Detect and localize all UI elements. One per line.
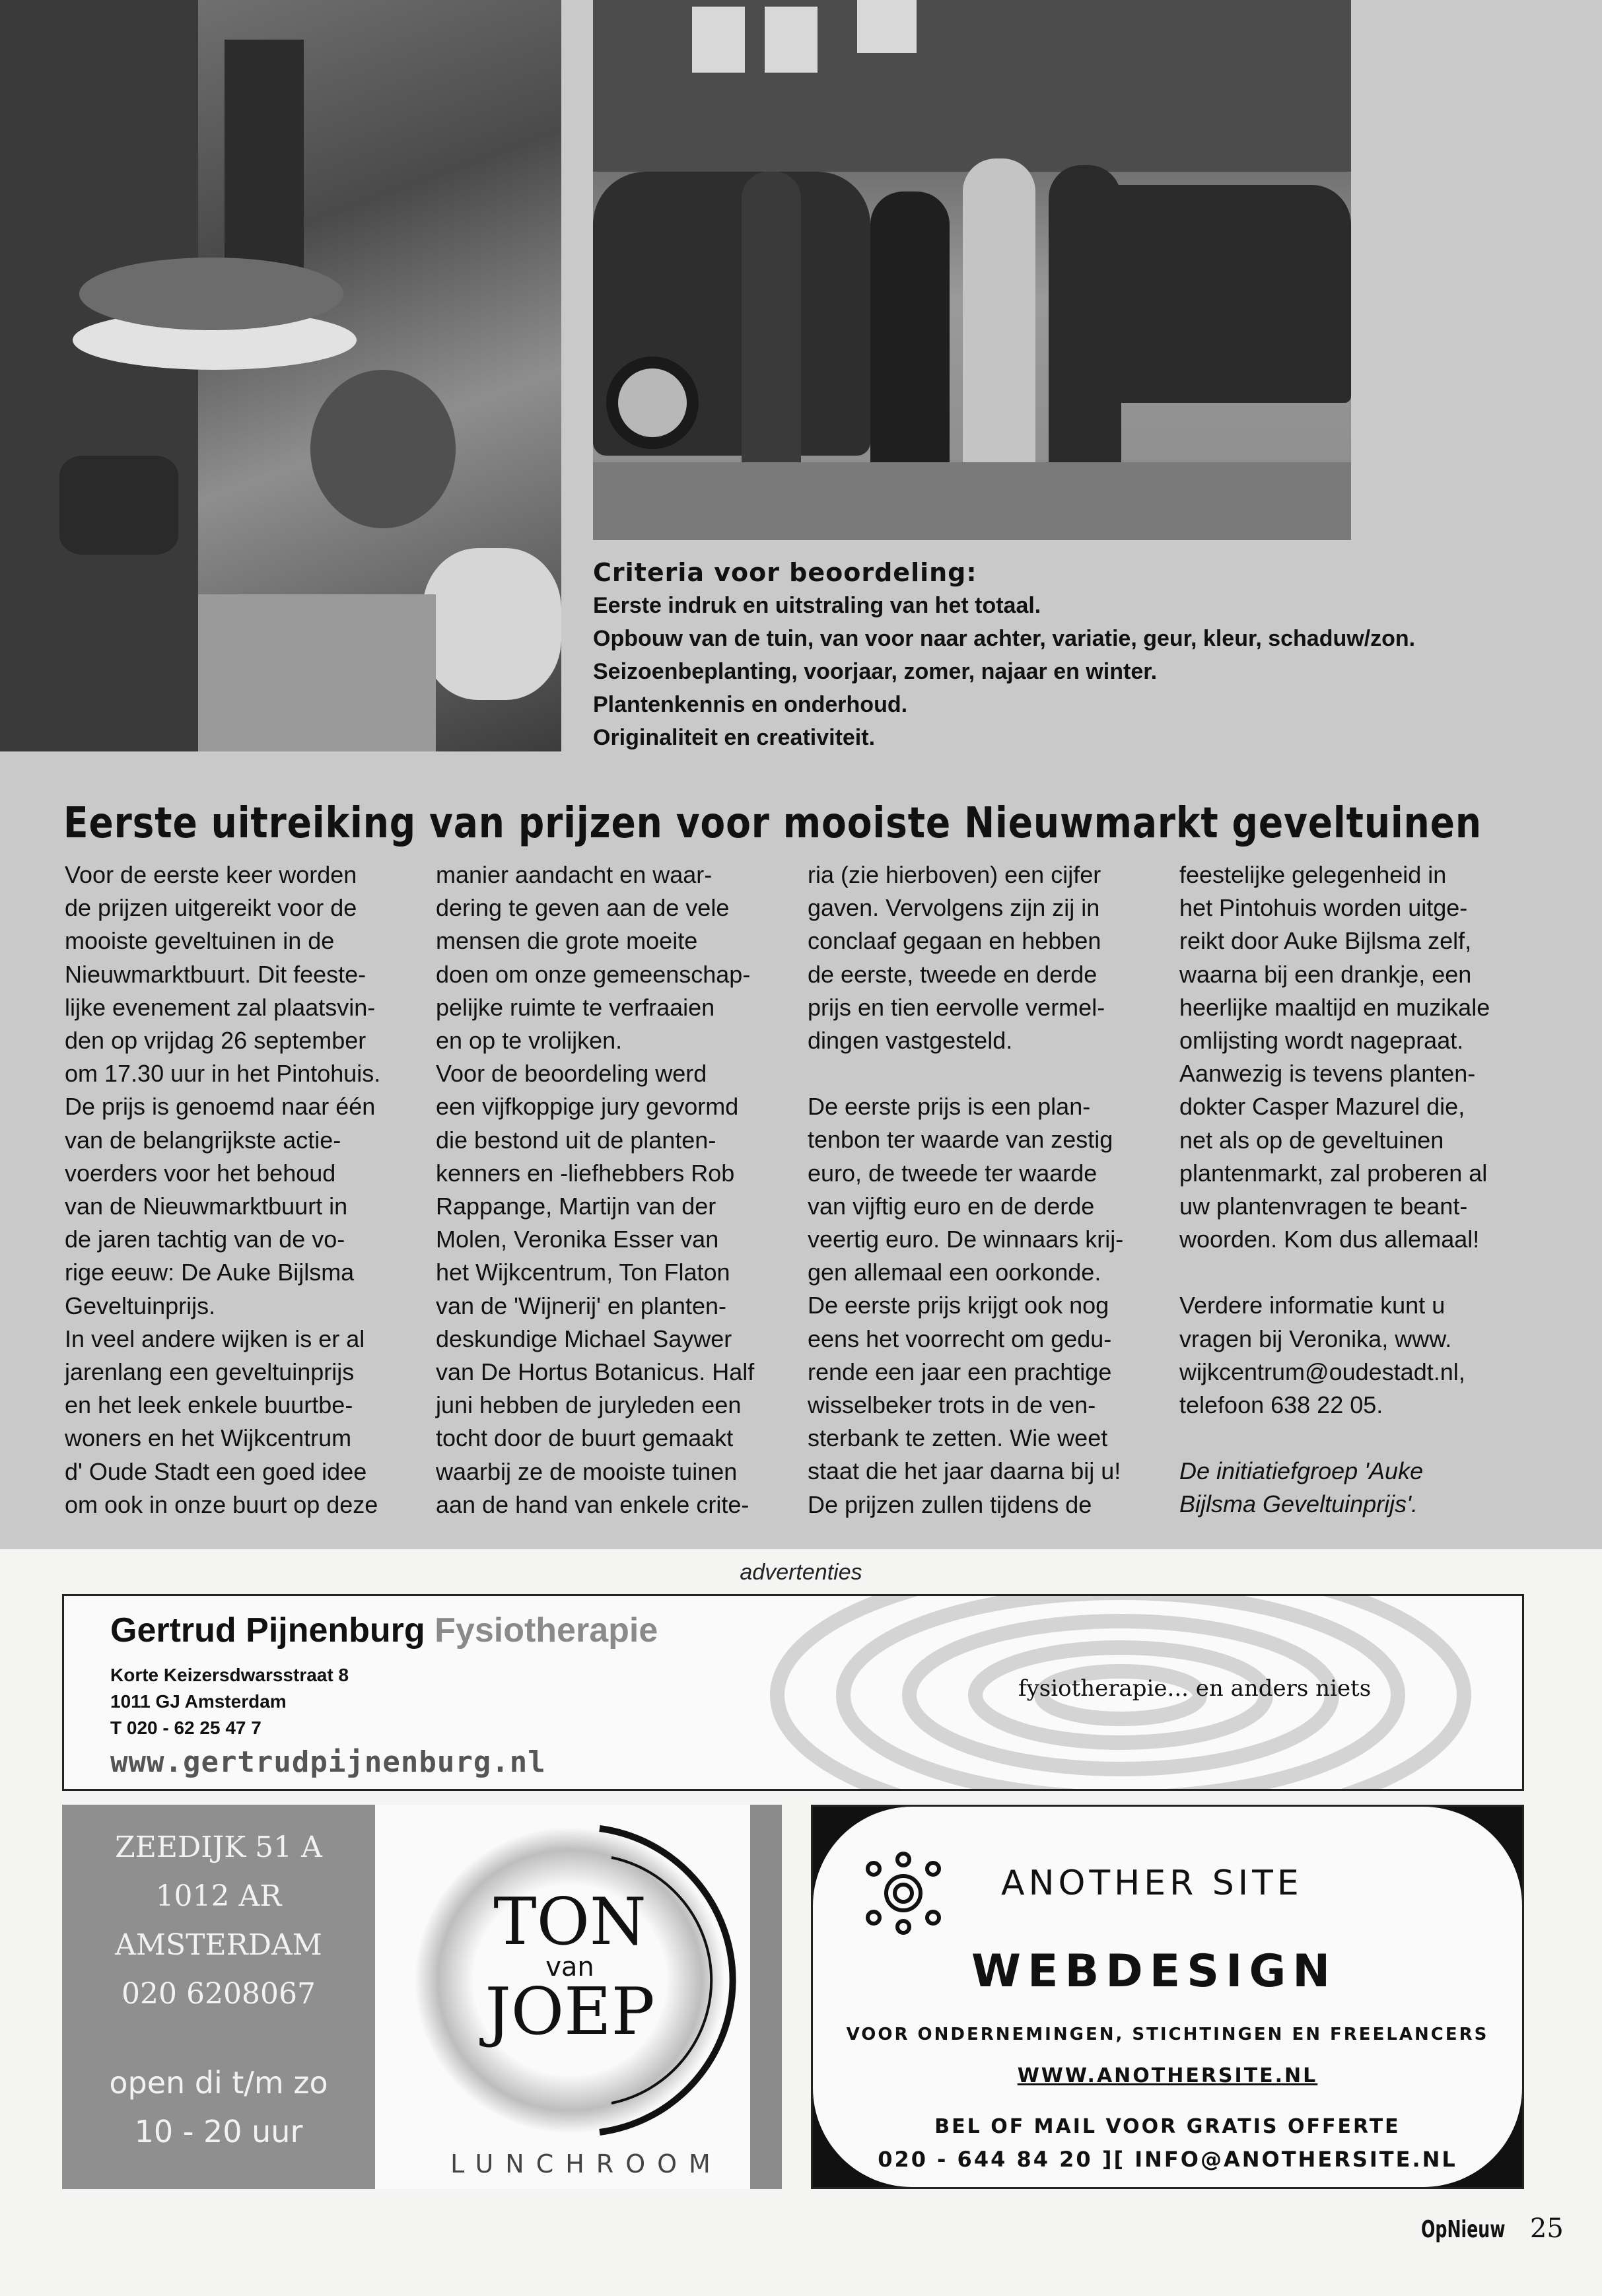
text-line: uw plantenvragen te beant- xyxy=(1179,1193,1468,1220)
corner-decoration xyxy=(1423,1807,1522,1906)
lunchroom-tagline: LUNCHROOM xyxy=(450,2149,722,2178)
text-line: van De Hortus Botanicus. Half xyxy=(436,1358,755,1386)
text-line: en op te vrolijken. xyxy=(436,1027,623,1055)
hours-line: open di t/m zo xyxy=(109,2065,328,2101)
lunchroom-address-panel xyxy=(62,1805,375,2189)
lunchroom-logo-text xyxy=(474,1885,666,2050)
text-line: de eerste, tweede en derde xyxy=(808,960,1097,988)
decorative-stripe xyxy=(750,1805,782,2189)
text-line: waarbij ze de mooiste tuinen xyxy=(436,1457,738,1485)
phone-line: 020 6208067 xyxy=(122,1977,316,2011)
text-line: ria (zie hierboven) een cijfer xyxy=(808,861,1101,888)
text-line: rige eeuw: De Auke Bijlsma xyxy=(65,1259,355,1286)
webdesign-audience: VOOR ONDERNEMINGEN, STICHTINGEN EN FREELANCERS xyxy=(846,2025,1489,2044)
text-line: dingen vastgesteld. xyxy=(808,1027,1013,1055)
text-line: De prijs is genoemd naar één xyxy=(65,1093,376,1121)
address-line: ZEEDIJK 51 A xyxy=(115,1830,322,1864)
fysio-address xyxy=(110,1662,349,1741)
logo-word: JOEP xyxy=(485,1974,655,2050)
text-line: reikt door Auke Bijlsma zelf, xyxy=(1179,927,1472,955)
text-line: pelijke ruimte te verfraaien xyxy=(436,993,715,1021)
webdesign-url[interactable]: WWW.ANOTHERSITE.NL xyxy=(1017,2064,1318,2087)
paragraph xyxy=(808,1090,1164,1521)
signature xyxy=(1179,1455,1549,1521)
text-line: De eerste prijs is een plan- xyxy=(808,1093,1091,1121)
address-line: 1012 AR xyxy=(155,1879,282,1913)
text-line: woners en het Wijkcentrum xyxy=(65,1424,352,1452)
text-line: staat die het jaar daarna bij u! xyxy=(808,1457,1121,1485)
text-line: van vijftig euro en de derde xyxy=(808,1192,1095,1220)
text-line: dering te geven aan de vele xyxy=(436,894,730,922)
text-line: De prijzen zullen tijdens de xyxy=(808,1490,1092,1518)
text-line: wisselbeker trots in de ven- xyxy=(808,1391,1096,1419)
text-line: tocht door de buurt gemaakt xyxy=(436,1424,734,1452)
text-line: gaven. Vervolgens zijn zij in xyxy=(808,894,1100,922)
criteria-item: Plantenkennis en onderhoud. xyxy=(593,692,908,717)
paragraph xyxy=(1179,1289,1549,1422)
jury-photo xyxy=(593,0,1351,540)
text-line: mooiste geveltuinen in de xyxy=(65,927,335,955)
paragraph xyxy=(1179,858,1549,1256)
logo-word: van xyxy=(545,1952,594,1982)
text-line: vragen bij Veronika, www. xyxy=(1179,1325,1452,1352)
magazine-name: OpNieuw xyxy=(1421,2216,1506,2243)
text-line: woorden. Kom dus allemaal! xyxy=(1179,1226,1480,1253)
criteria-box xyxy=(593,556,1570,754)
garden-photo xyxy=(0,0,561,751)
text-line: van de Nieuwmarktbuurt in xyxy=(65,1193,348,1220)
webdesign-ad[interactable] xyxy=(811,1805,1524,2189)
text-line: Molen, Veronika Esser van xyxy=(436,1226,719,1253)
text-line: Rappange, Martijn van der xyxy=(436,1193,716,1220)
text-line: rende een jaar een prachtige xyxy=(808,1358,1112,1385)
text-line: wijkcentrum@oudestadt.nl, xyxy=(1179,1358,1465,1385)
text-line: manier aandacht en waar- xyxy=(436,861,713,888)
criteria-item: Originaliteit en creativiteit. xyxy=(593,725,876,750)
text-line: Voor de beoordeling werd xyxy=(436,1060,707,1088)
criteria-item: Opbouw van de tuin, van voor naar achter, variatie, geur, kleur, schaduw/zon. xyxy=(593,626,1416,651)
text-line: den op vrijdag 26 september xyxy=(65,1027,366,1055)
fysio-name xyxy=(110,1611,658,1650)
text-line: de jaren tachtig van de vo- xyxy=(65,1226,345,1253)
address-line: Korte Keizersdwarsstraat 8 xyxy=(110,1665,349,1685)
text-line: feestelijke gelegenheid in xyxy=(1179,861,1447,888)
text-line: gen allemaal een oorkonde. xyxy=(808,1259,1101,1286)
webdesign-title: WEBDESIGN xyxy=(971,1945,1337,1998)
webdesign-contact[interactable]: 020 - 644 84 20 ][ INFO@ANOTHERSITE.NL xyxy=(878,2147,1457,2172)
text-line: het Pintohuis worden uitge- xyxy=(1179,894,1468,922)
webdesign-brand: ANOTHER SITE xyxy=(1001,1863,1303,1903)
address-line: AMSTERDAM xyxy=(115,1928,322,1962)
text-line: telefoon 638 22 05. xyxy=(1179,1391,1383,1419)
text-line: Geveltuinprijs. xyxy=(65,1292,216,1319)
ads-label: advertenties xyxy=(740,1560,862,1585)
article-column-3 xyxy=(808,858,1164,1521)
text-line: de prijzen uitgereikt voor de xyxy=(65,894,357,922)
text-line: sterbank te zetten. Wie weet xyxy=(808,1424,1108,1452)
fysio-ad[interactable] xyxy=(62,1594,1524,1791)
text-line: het Wijkcentrum, Ton Flaton xyxy=(436,1259,730,1286)
dots-logo-icon xyxy=(860,1850,946,1936)
fysio-slogan: fysiotherapie... en anders niets xyxy=(1018,1675,1372,1702)
text-line: conclaaf gegaan en hebben xyxy=(808,927,1101,955)
text-line: tenbon ter waarde van zestig xyxy=(808,1126,1113,1154)
fysio-name-text: Gertrud Pijnenburg xyxy=(110,1611,425,1650)
text-line: om 17.30 uur in het Pintohuis. xyxy=(65,1060,381,1088)
text-line: euro, de tweede ter waarde xyxy=(808,1159,1097,1187)
text-line: mensen die grote moeite xyxy=(436,927,698,955)
article-headline: Eerste uitreiking van prijzen voor mooiste Nieuwmarkt geveltuinen xyxy=(63,799,1482,848)
text-line: eens het voorrecht om gedu- xyxy=(808,1325,1112,1352)
fysio-sub: Fysiotherapie xyxy=(435,1611,658,1650)
text-line: van de belangrijkste actie- xyxy=(65,1126,341,1154)
fysio-website[interactable]: www.gertrudpijnenburg.nl xyxy=(110,1745,546,1779)
text-line: aan de hand van enkele crite- xyxy=(436,1490,749,1518)
address-line: 1011 GJ Amsterdam xyxy=(110,1691,287,1712)
text-line: kenners en -liefhebbers Rob xyxy=(436,1159,735,1187)
text-line: veertig euro. De winnaars krij- xyxy=(808,1226,1124,1253)
text-line: om ook in onze buurt op deze xyxy=(65,1490,378,1518)
criteria-item: Seizoenbeplanting, voorjaar, zomer, najaar en winter. xyxy=(593,659,1158,684)
text-line: De eerste prijs krijgt ook nog xyxy=(808,1292,1109,1319)
text-line: waarna bij een drankje, een xyxy=(1179,960,1472,988)
text-line: dokter Casper Mazurel die, xyxy=(1179,1093,1465,1121)
page-footer xyxy=(1421,2213,1564,2244)
opening-hours xyxy=(62,2058,375,2156)
text-line: Voor de eerste keer worden xyxy=(65,861,357,888)
text-line: plantenmarkt, zal proberen al xyxy=(1179,1159,1488,1187)
text-line: jarenlang een geveltuinprijs xyxy=(65,1358,355,1386)
criteria-item: Eerste indruk en uitstraling van het totaal. xyxy=(593,593,1041,618)
text-line: prijs en tien eervolle vermel- xyxy=(808,993,1105,1021)
text-line: doen om onze gemeenschap- xyxy=(436,960,751,988)
text-line: Bijlsma Geveltuinprijs'. xyxy=(1179,1490,1418,1518)
text-line: lijke evenement zal plaatsvin- xyxy=(65,993,376,1021)
text-line: heerlijke maaltijd en muzikale xyxy=(1179,993,1490,1021)
page-number: 25 xyxy=(1529,2213,1564,2244)
webdesign-offer: BEL OF MAIL VOOR GRATIS OFFERTE xyxy=(934,2115,1401,2138)
article-column-4 xyxy=(1179,858,1549,1521)
article-column-1 xyxy=(65,858,421,1521)
text-line: Verdere informatie kunt u xyxy=(1179,1292,1445,1319)
text-line: net als op de geveltuinen xyxy=(1179,1126,1444,1154)
phone-line: T 020 - 62 25 47 7 xyxy=(110,1718,261,1738)
text-line: van de 'Wijnerij' en planten- xyxy=(436,1292,726,1319)
text-line: Aanwezig is tevens planten- xyxy=(1179,1060,1476,1088)
text-line: In veel andere wijken is er al xyxy=(65,1325,365,1352)
text-line: deskundige Michael Saywer xyxy=(436,1325,732,1352)
hours-line: 10 - 20 uur xyxy=(134,2114,303,2149)
text-line: en het leek enkele buurtbe- xyxy=(65,1391,353,1419)
logo-word: TON xyxy=(493,1885,646,1960)
text-line: omlijsting wordt nagepraat. xyxy=(1179,1027,1464,1055)
article-column-2 xyxy=(436,858,792,1521)
text-line: voerders voor het behoud xyxy=(65,1159,336,1187)
text-line: juni hebben de juryleden een xyxy=(436,1391,742,1419)
lunchroom-logo-panel[interactable] xyxy=(375,1805,782,2189)
text-line: die bestond uit de planten- xyxy=(436,1126,716,1154)
text-line: een vijfkoppige jury gevormd xyxy=(436,1093,739,1121)
criteria-title: Criteria voor beoordeling: xyxy=(593,558,977,587)
text-line: De initiatiefgroep 'Auke xyxy=(1179,1457,1424,1485)
paragraph xyxy=(808,858,1164,1057)
text-line: d' Oude Stadt een goed idee xyxy=(65,1457,367,1485)
text-line: Nieuwmarktbuurt. Dit feeste- xyxy=(65,960,366,988)
